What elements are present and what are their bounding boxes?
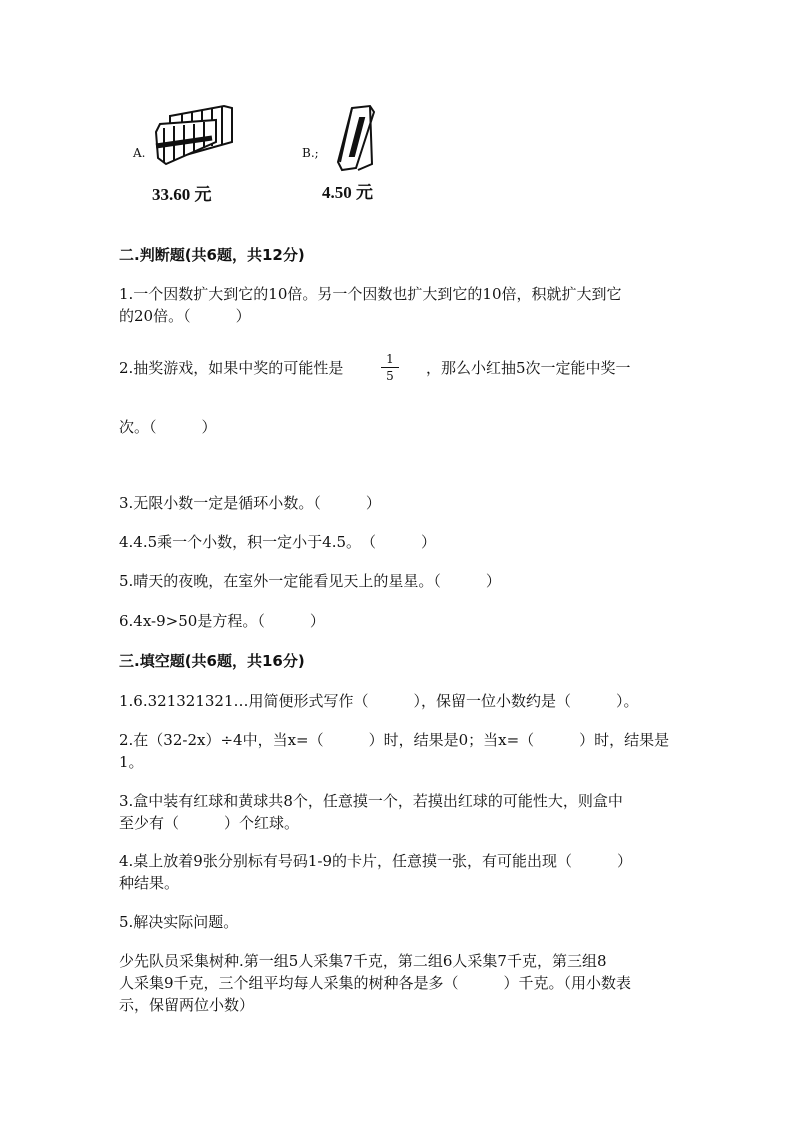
- option-b-price: 4.50 元: [322, 183, 373, 202]
- s3-q1: 1.6.321321321…用简便形式写作（ ），保留一位小数约是（ ）。: [119, 692, 639, 710]
- s3-q4-line2: 种结果。: [119, 874, 180, 892]
- s3-q5-line3: 示，保留两位小数）: [119, 996, 255, 1014]
- s3-q5-line1: 少先队员采集树种.第一组5人采集7千克，第二组6人采集7千克，第三组8: [119, 952, 607, 970]
- s3-q4-line1: 4.桌上放着9张分别标有号码1-9的卡片，任意摸一张，有可能出现（ ）: [119, 852, 633, 870]
- section-3-title: 三.填空题(共6题，共16分): [119, 652, 305, 670]
- option-a-label: A.: [133, 146, 146, 160]
- s3-q3-line2: 至少有（ ）个红球。: [119, 814, 300, 832]
- s3-q2-line1: 2.在（32-2x）÷4中，当x=（ ）时，结果是0；当x=（ ）时，结果是: [119, 731, 670, 749]
- s3-q5-title: 5.解决实际问题。: [119, 913, 239, 931]
- s2-q1-line1: 1.一个因数扩大到它的10倍。另一个因数也扩大到它的10倍，积就扩大到它: [119, 285, 622, 303]
- s3-q5-line2: 人采集9千克，三个组平均每人采集的树种各是多（ ）千克。（用小数表: [119, 974, 632, 992]
- s3-q3-line1: 3.盒中装有红球和黄球共8个，任意摸一个，若摸出红球的可能性大，则盒中: [119, 792, 623, 810]
- option-a-price: 33.60 元: [152, 185, 212, 204]
- option-b-label: B.;: [302, 146, 319, 160]
- s2-q2-line1: 2.抽奖游戏，如果中奖的可能性是: [119, 359, 344, 377]
- pencil-box-icon: [152, 102, 238, 174]
- s2-q6: 6.4x-9>50是方程。（ ）: [119, 612, 325, 630]
- s2-q4: 4.4.5乘一个小数，积一定小于4.5。 （ ）: [119, 533, 437, 551]
- s2-q3: 3.无限小数一定是循环小数。（ ）: [119, 494, 381, 512]
- s3-q2-line2: 1。: [119, 753, 144, 771]
- s2-q5: 5.晴天的夜晚，在室外一定能看见天上的星星。（ ）: [119, 572, 501, 590]
- fraction-bar: [381, 367, 399, 368]
- s2-q1-line2: 的20倍。（ ）: [119, 307, 251, 325]
- fraction-denominator: 5: [386, 369, 394, 383]
- s2-q2-line2: 次。（ ）: [119, 418, 217, 436]
- s2-q2-line1-end: ，那么小红抽5次一定能中奖一: [426, 359, 631, 377]
- fraction: [381, 352, 399, 383]
- fraction-numerator: 1: [386, 352, 394, 366]
- section-2-title: 二.判断题(共6题，共12分): [119, 246, 305, 264]
- pencil-sharpener-icon: [330, 104, 380, 176]
